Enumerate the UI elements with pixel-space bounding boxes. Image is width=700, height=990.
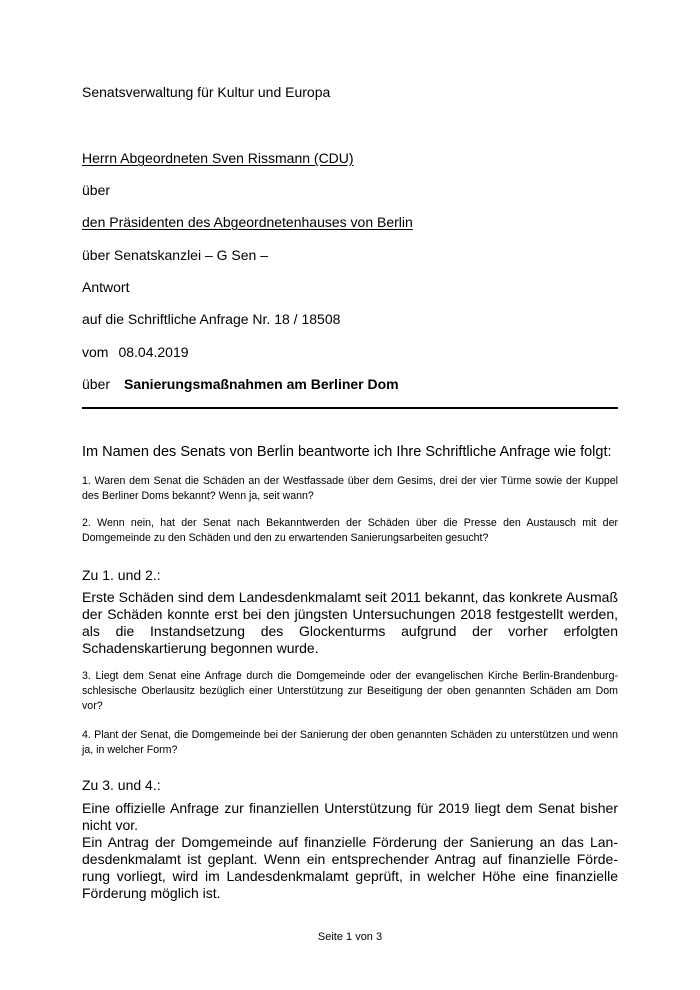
via-line-1: über <box>82 182 111 198</box>
date-line <box>82 344 189 360</box>
question-2: 2. Wenn nein, hat der Senat nach Bekanntwerden der Schäden über die Presse den Austausch mit der Domgemeinde zu den Schäden und den zu erwartenden Sanierungsarbeiten gesucht? <box>82 517 618 544</box>
inquiry-reference: auf die Schriftliche Anfrage Nr. 18 / 18508 <box>82 311 341 327</box>
recipient-line: Herrn Abgeordneten Sven Rissmann (CDU) <box>82 150 354 166</box>
answer-block-1-2 <box>82 589 618 657</box>
subject-label: über <box>82 376 111 392</box>
intro-sentence: Im Namen des Senats von Berlin beantworte ich Ihre Schriftliche Anfrage wie folgt: <box>82 444 612 460</box>
answer-heading-3-4: Zu 3. und 4.: <box>82 777 161 793</box>
question-4: 4. Plant der Senat, die Domgemeinde bei der Sanierung der oben genannten Schäden zu unterstützen und wenn ja, in welcher Form? <box>82 729 618 756</box>
via-recipient-line: den Präsidenten des Abgeordnetenhauses von Berlin <box>82 214 413 230</box>
document-type: Antwort <box>82 279 130 295</box>
page-number: Seite 1 von 3 <box>317 931 383 943</box>
sender-line: Senatsverwaltung für Kultur und Europa <box>82 84 331 100</box>
answer-block-3-4 <box>82 800 618 902</box>
answer-heading-1-2: Zu 1. und 2.: <box>82 567 161 583</box>
question-1: 1. Waren dem Senat die Schäden an der Westfassade über dem Gesims, drei der vier Türme sowie der Kuppel des Berliner Doms bekannt? Wenn ja, seit wann? <box>82 475 618 502</box>
answer-text-3-4-part-2: Ein Antrag der Domgemeinde auf finanzielle Förderung der Sanierung an das Landesdenkmalamt ist geplant. Wenn ein entsprechender Antrag auf finanzielle Förderung vorliegt, wird im Landesdenkmalamt geprüft, in welcher Höhe eine finanzielle Förderung möglich ist. <box>82 834 618 901</box>
answer-text-1-2: Erste Schäden sind dem Landesdenkmalamt seit 2011 bekannt, das konkrete Ausmaß der Schäden konnte erst bei den jüngsten Untersuchungen 2018 festgestellt werden, als die Instandsetzung des Glockenturms aufgrund der vorher erfolgten Schadenskartierung begonnen wurde. <box>82 589 618 656</box>
header-divider <box>82 407 618 409</box>
via-line-2: über Senatskanzlei – G Sen – <box>82 247 269 263</box>
subject-title: Sanierungsmaßnahmen am Berliner Dom <box>124 376 399 392</box>
date-label: vom <box>82 344 109 360</box>
question-3: 3. Liegt dem Senat eine Anfrage durch die Domgemeinde oder der evangelischen Kirche Berlin-Brandenburg-schlesische Oberlausitz bezüglich einer Unterstützung zur Beseitigung der oben genannten Schäden am Dom vor? <box>82 670 618 712</box>
date-value: 08.04.2019 <box>118 344 189 360</box>
answer-text-3-4-part-1: Eine offizielle Anfrage zur finanziellen Unterstützung für 2019 liegt dem Senat bisher nicht vor. <box>82 800 618 833</box>
subject-line <box>82 376 399 392</box>
